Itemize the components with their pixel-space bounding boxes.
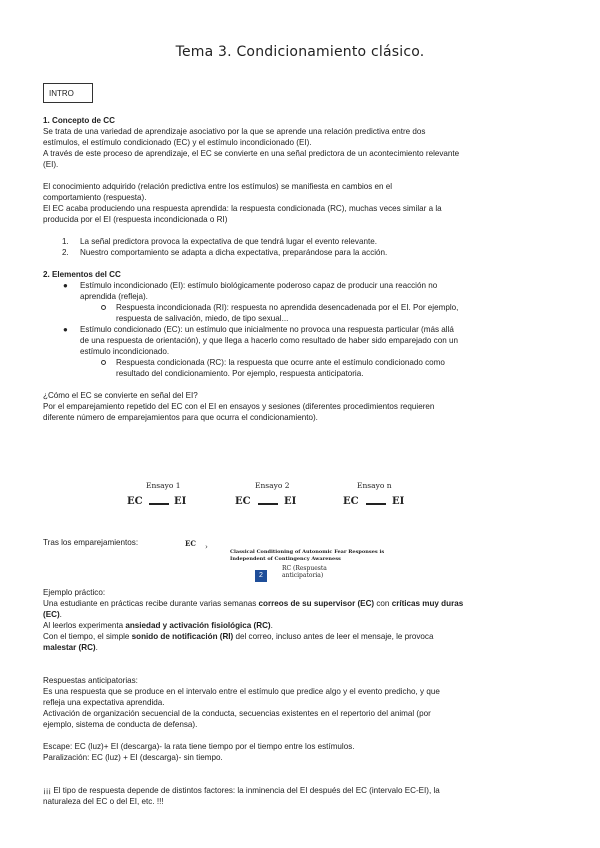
ei-label: EI bbox=[392, 496, 405, 507]
bold-span: críticas muy duras bbox=[391, 599, 464, 608]
anticip-line: Respuestas anticipatorias: bbox=[43, 676, 138, 685]
s1-p2-line: comportamiento (respuesta). bbox=[43, 193, 147, 202]
s1-p1-line: estímulos, el estímulo condicionado (EC) y el estímulo incondicionado (EI). bbox=[43, 138, 312, 147]
anticip-line: Es una respuesta que se produce en el intervalo entre el estímulo que predice algo y el evento predicho, y que bbox=[43, 687, 440, 696]
sub-bullet-text: Respuesta condicionada (RC): la respuesta que ocurre ante el estímulo condicionado como bbox=[116, 358, 445, 367]
sub-bullet-circle bbox=[101, 305, 106, 310]
section-2-heading: 2. Elementos del CC bbox=[43, 270, 121, 279]
escape-line: Paralización: EC (luz) + EI (descarga)- sin tiempo. bbox=[43, 753, 223, 762]
bold-span: malestar (RC) bbox=[43, 643, 96, 652]
sub-bullet-text: Respuesta incondicionada (RI): respuesta no aprendida desencadenada por el EI. Por ejemplo, bbox=[116, 303, 459, 312]
sub-bullet-text: resultado del condicionamiento. Por ejemplo, respuesta anticipatoria. bbox=[116, 369, 364, 378]
ensayo-label: Ensayo 1 bbox=[146, 481, 181, 490]
s1-p1-line: Se trata de una variedad de aprendizaje asociativo por la que se aprende una relación predictiva entre dos bbox=[43, 127, 426, 136]
bullet-text: Estímulo condicionado (EC): un estímulo que inicialmente no provoca una respuesta particular (más allá bbox=[80, 325, 454, 334]
example-line bbox=[43, 642, 553, 653]
example-line bbox=[43, 631, 553, 642]
rc-label: RC (Respuesta bbox=[282, 565, 327, 572]
bold-span: ansiedad y activación fisiológica (RC) bbox=[125, 621, 271, 630]
s1-p2-line: El EC acaba produciendo una respuesta aprendida: la respuesta condicionada (RC), muchas veces similar a la bbox=[43, 204, 442, 213]
intro-label-box: INTRO bbox=[43, 83, 93, 103]
final-note-line: ¡¡¡ El tipo de respuesta depende de distintos factores: la inminencia del EI después del EC (intervalo EC-EI), la bbox=[43, 786, 440, 795]
figure-caption: Classical Conditioning of Autonomic Fear Responses is bbox=[230, 549, 385, 555]
example-line bbox=[43, 620, 553, 631]
anticip-line: ejemplo, sistema de conducta de defensa). bbox=[43, 720, 198, 729]
list-number: 2. bbox=[62, 248, 69, 257]
final-note-line: naturaleza del EC o del EI, etc. !!! bbox=[43, 797, 164, 806]
ec-small-label: EC bbox=[185, 539, 196, 548]
text-span: del correo, incluso antes de leer el mensaje, le provoca bbox=[233, 632, 434, 641]
figure-number-badge: 2 bbox=[255, 570, 267, 582]
ensayo-label: Ensayo 2 bbox=[255, 481, 290, 490]
sub-bullet-circle bbox=[101, 360, 106, 365]
ensayo-label: Ensayo n bbox=[357, 481, 392, 490]
pairing-line bbox=[366, 503, 386, 505]
ec-label: EC bbox=[127, 496, 143, 507]
figure-caption: Independent of Contingency Awareness bbox=[230, 556, 341, 562]
question-line: Por el emparejamiento repetido del EC con el EI en ensayos y sesiones (diferentes procedimientos requieren bbox=[43, 402, 435, 411]
section-1-heading: 1. Concepto de CC bbox=[43, 116, 115, 125]
example-line bbox=[43, 598, 553, 609]
bullet-text: estímulo incondicionado. bbox=[80, 347, 170, 356]
list-item: La señal predictora provoca la expectativa de que tendrá lugar el evento relevante. bbox=[80, 237, 377, 246]
text-span: . bbox=[59, 610, 62, 619]
sub-bullet-text: respuesta de salivación, miedo, de tipo sexual... bbox=[116, 314, 289, 323]
list-item: Nuestro comportamiento se adapta a dicha expectativa, preparándose para la acción. bbox=[80, 248, 388, 257]
text-span: Al leerlos experimenta bbox=[43, 621, 126, 630]
anticip-line: Activación de organización secuencial de la conducta, secuencias existentes en el repertorio del animal (por bbox=[43, 709, 431, 718]
ei-label: EI bbox=[174, 496, 187, 507]
pairing-line bbox=[149, 503, 169, 505]
bold-span: correos de su supervisor (EC) bbox=[258, 599, 375, 608]
s1-p2-line: El conocimiento adquirido (relación predictiva entre los estímulos) se manifiesta en cambios en el bbox=[43, 182, 393, 191]
bullet-text: aprendida (refleja). bbox=[80, 292, 148, 301]
text-span: . bbox=[270, 621, 273, 630]
bullet-text: Estímulo incondicionado (EI): estímulo biológicamente poderoso capaz de producir una reacción no bbox=[80, 281, 438, 290]
escape-line: Escape: EC (luz)+ EI (descarga)- la rata tiene tiempo por el tiempo entre los estímulos. bbox=[43, 742, 355, 751]
bold-span: (EC) bbox=[43, 610, 60, 619]
text-span: con bbox=[374, 599, 392, 608]
s1-p2-line: producida por el EI (respuesta incondicionada o RI) bbox=[43, 215, 228, 224]
question-line: ¿Cómo el EC se convierte en señal del EI? bbox=[43, 391, 198, 400]
page-title: Tema 3. Condicionamiento clásico. bbox=[175, 44, 425, 60]
ei-label: EI bbox=[284, 496, 297, 507]
example-line bbox=[43, 609, 553, 620]
arrow-icon: › bbox=[205, 543, 208, 551]
ec-label: EC bbox=[235, 496, 251, 507]
text-span: . bbox=[95, 643, 98, 652]
question-line: diferente número de emparejamientos para que ocurra el condicionamiento). bbox=[43, 413, 318, 422]
s1-p1-line: A través de este proceso de aprendizaje, el EC se convierte en una señal predictora de un acontecimiento relevante bbox=[43, 149, 460, 158]
pairing-line bbox=[258, 503, 278, 505]
bullet-dot: ● bbox=[63, 325, 68, 334]
text-span: Con el tiempo, el simple bbox=[43, 632, 132, 641]
bullet-dot: ● bbox=[63, 281, 68, 290]
bullet-text: de una respuesta de orientación), y que llega a hacerlo como resultado de haber sido emparejado con un bbox=[80, 336, 458, 345]
ec-label: EC bbox=[343, 496, 359, 507]
s1-p1-line: (EI). bbox=[43, 160, 59, 169]
tras-label: Tras los emparejamientos: bbox=[43, 538, 139, 547]
bold-span: sonido de notificación (RI) bbox=[131, 632, 234, 641]
list-number: 1. bbox=[62, 237, 69, 246]
rc-label: anticipatoria) bbox=[282, 572, 324, 579]
text-span: Una estudiante en prácticas recibe durante varias semanas bbox=[43, 599, 259, 608]
anticip-line: refleja una expectativa aprendida. bbox=[43, 698, 165, 707]
example-heading: Ejemplo práctico: bbox=[43, 588, 106, 597]
